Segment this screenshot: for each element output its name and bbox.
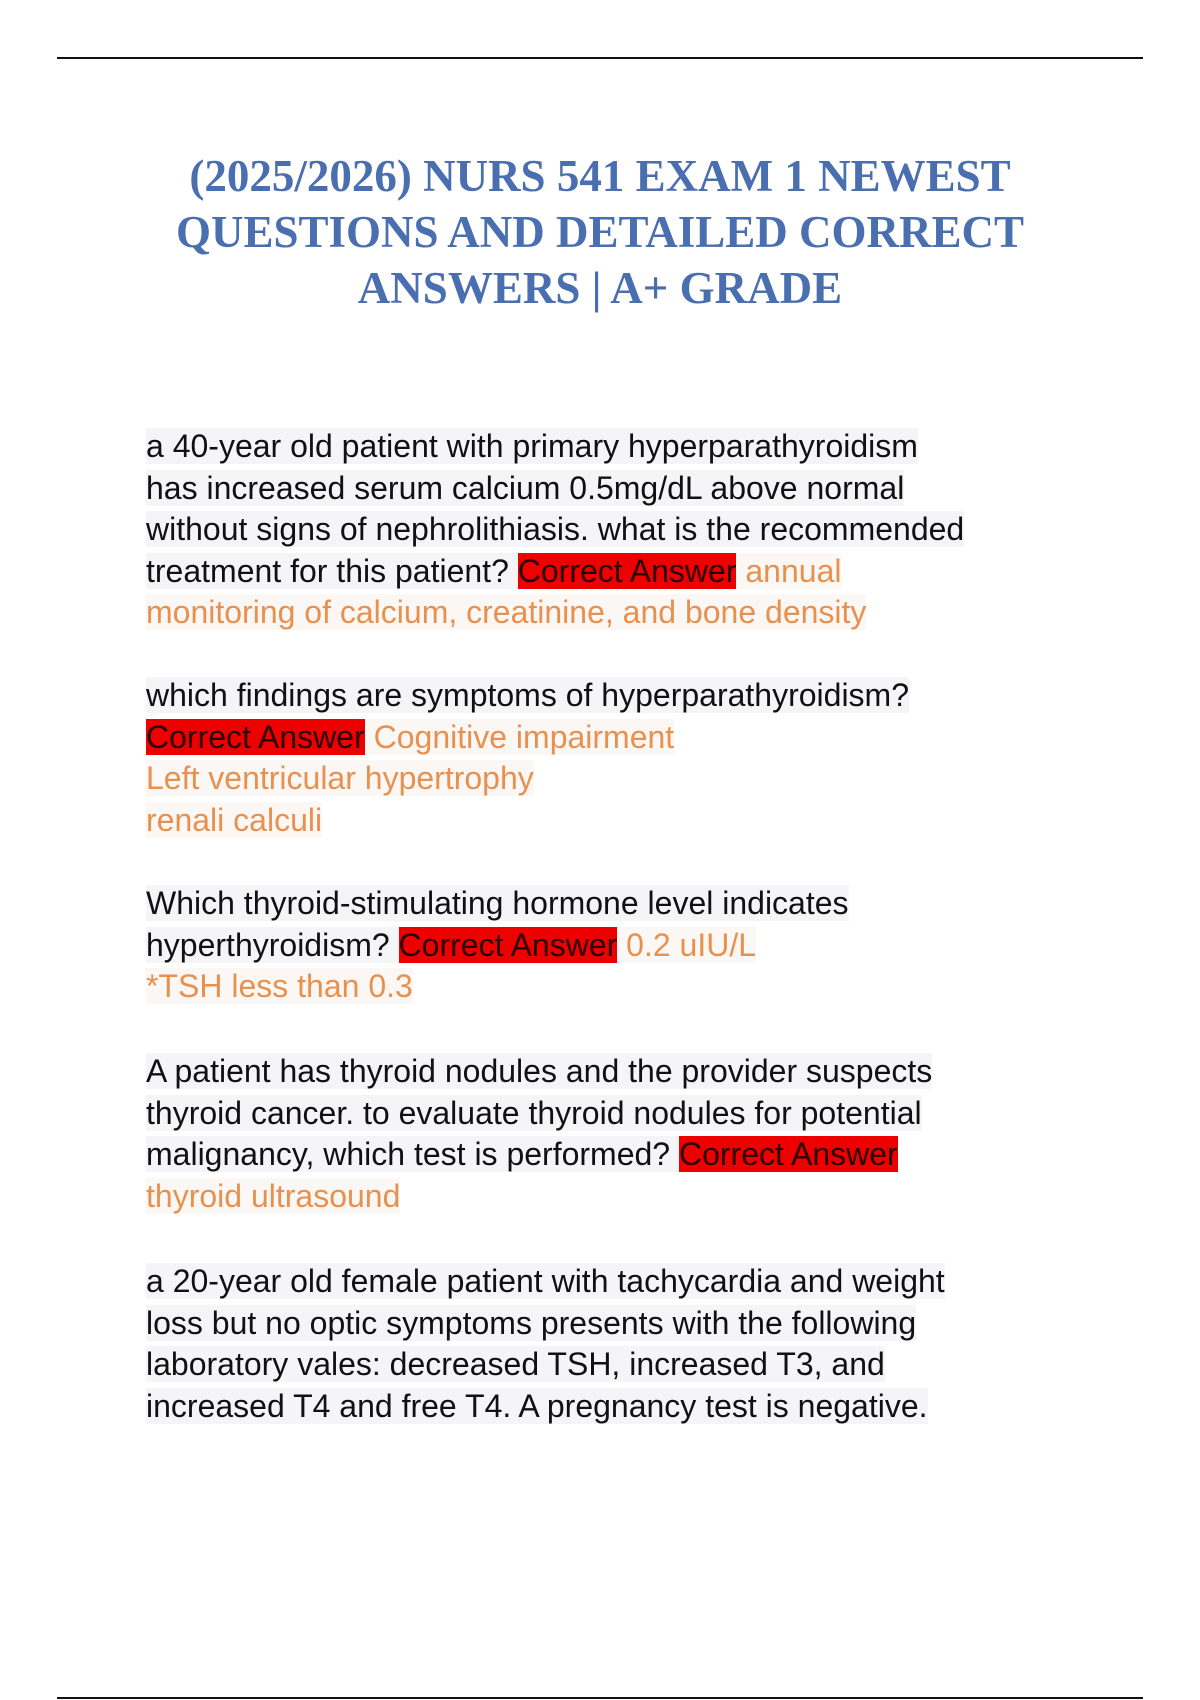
top-rule <box>57 57 1143 59</box>
answer-text: *TSH less than 0.3 <box>146 968 413 1004</box>
question-text: laboratory vales: decreased TSH, increased T3, and <box>146 1346 885 1382</box>
qa-item-1 <box>146 426 1086 634</box>
question-text: without signs of nephrolithiasis. what is the recommended <box>146 511 965 547</box>
question-text: malignancy, which test is performed? <box>146 1136 671 1172</box>
qa-item-2 <box>146 675 1086 841</box>
title-line: (2025/2026) NURS 541 EXAM 1 NEWEST <box>189 151 1011 201</box>
correct-answer-badge: Correct Answer <box>398 926 618 963</box>
title-line: ANSWERS | A+ GRADE <box>357 263 843 313</box>
qa-item-4 <box>146 1051 1086 1217</box>
title-line: QUESTIONS AND DETAILED CORRECT <box>175 207 1025 257</box>
question-text: Which thyroid-stimulating hormone level indicates <box>146 885 849 921</box>
qa-item-5 <box>146 1261 1086 1427</box>
answer-text: 0.2 uIU/L <box>626 926 757 963</box>
question-text: A patient has thyroid nodules and the provider suspects <box>146 1053 933 1089</box>
qa-item-3 <box>146 883 1086 1008</box>
answer-text: Cognitive impairment <box>373 718 675 755</box>
answer-text: Left ventricular hypertrophy <box>146 760 534 796</box>
question-text: treatment for this patient? <box>146 552 509 589</box>
question-text: a 40-year old patient with primary hyperparathyroidism <box>146 428 918 464</box>
question-text: thyroid cancer. to evaluate thyroid nodules for potential <box>146 1094 922 1131</box>
correct-answer-badge: Correct Answer <box>678 1136 898 1172</box>
answer-text: renali calculi <box>146 801 323 838</box>
bottom-rule <box>57 1697 1143 1699</box>
correct-answer-badge: Correct Answer <box>146 718 365 755</box>
question-text: which findings are symptoms of hyperparathyroidism? <box>146 677 909 713</box>
question-text: has increased serum calcium 0.5mg/dL above normal <box>146 469 905 506</box>
correct-answer-badge: Correct Answer <box>517 552 737 589</box>
document-title <box>100 148 1100 316</box>
answer-text: monitoring of calcium, creatinine, and bone density <box>146 594 867 630</box>
question-text: loss but no optic symptoms presents with the following <box>146 1304 917 1341</box>
question-text: increased T4 and free T4. A pregnancy test is negative. <box>146 1387 928 1424</box>
answer-text: annual <box>745 552 842 589</box>
answer-text: thyroid ultrasound <box>146 1177 401 1214</box>
question-text: hyperthyroidism? <box>146 926 390 963</box>
question-text: a 20-year old female patient with tachycardia and weight <box>146 1263 945 1299</box>
